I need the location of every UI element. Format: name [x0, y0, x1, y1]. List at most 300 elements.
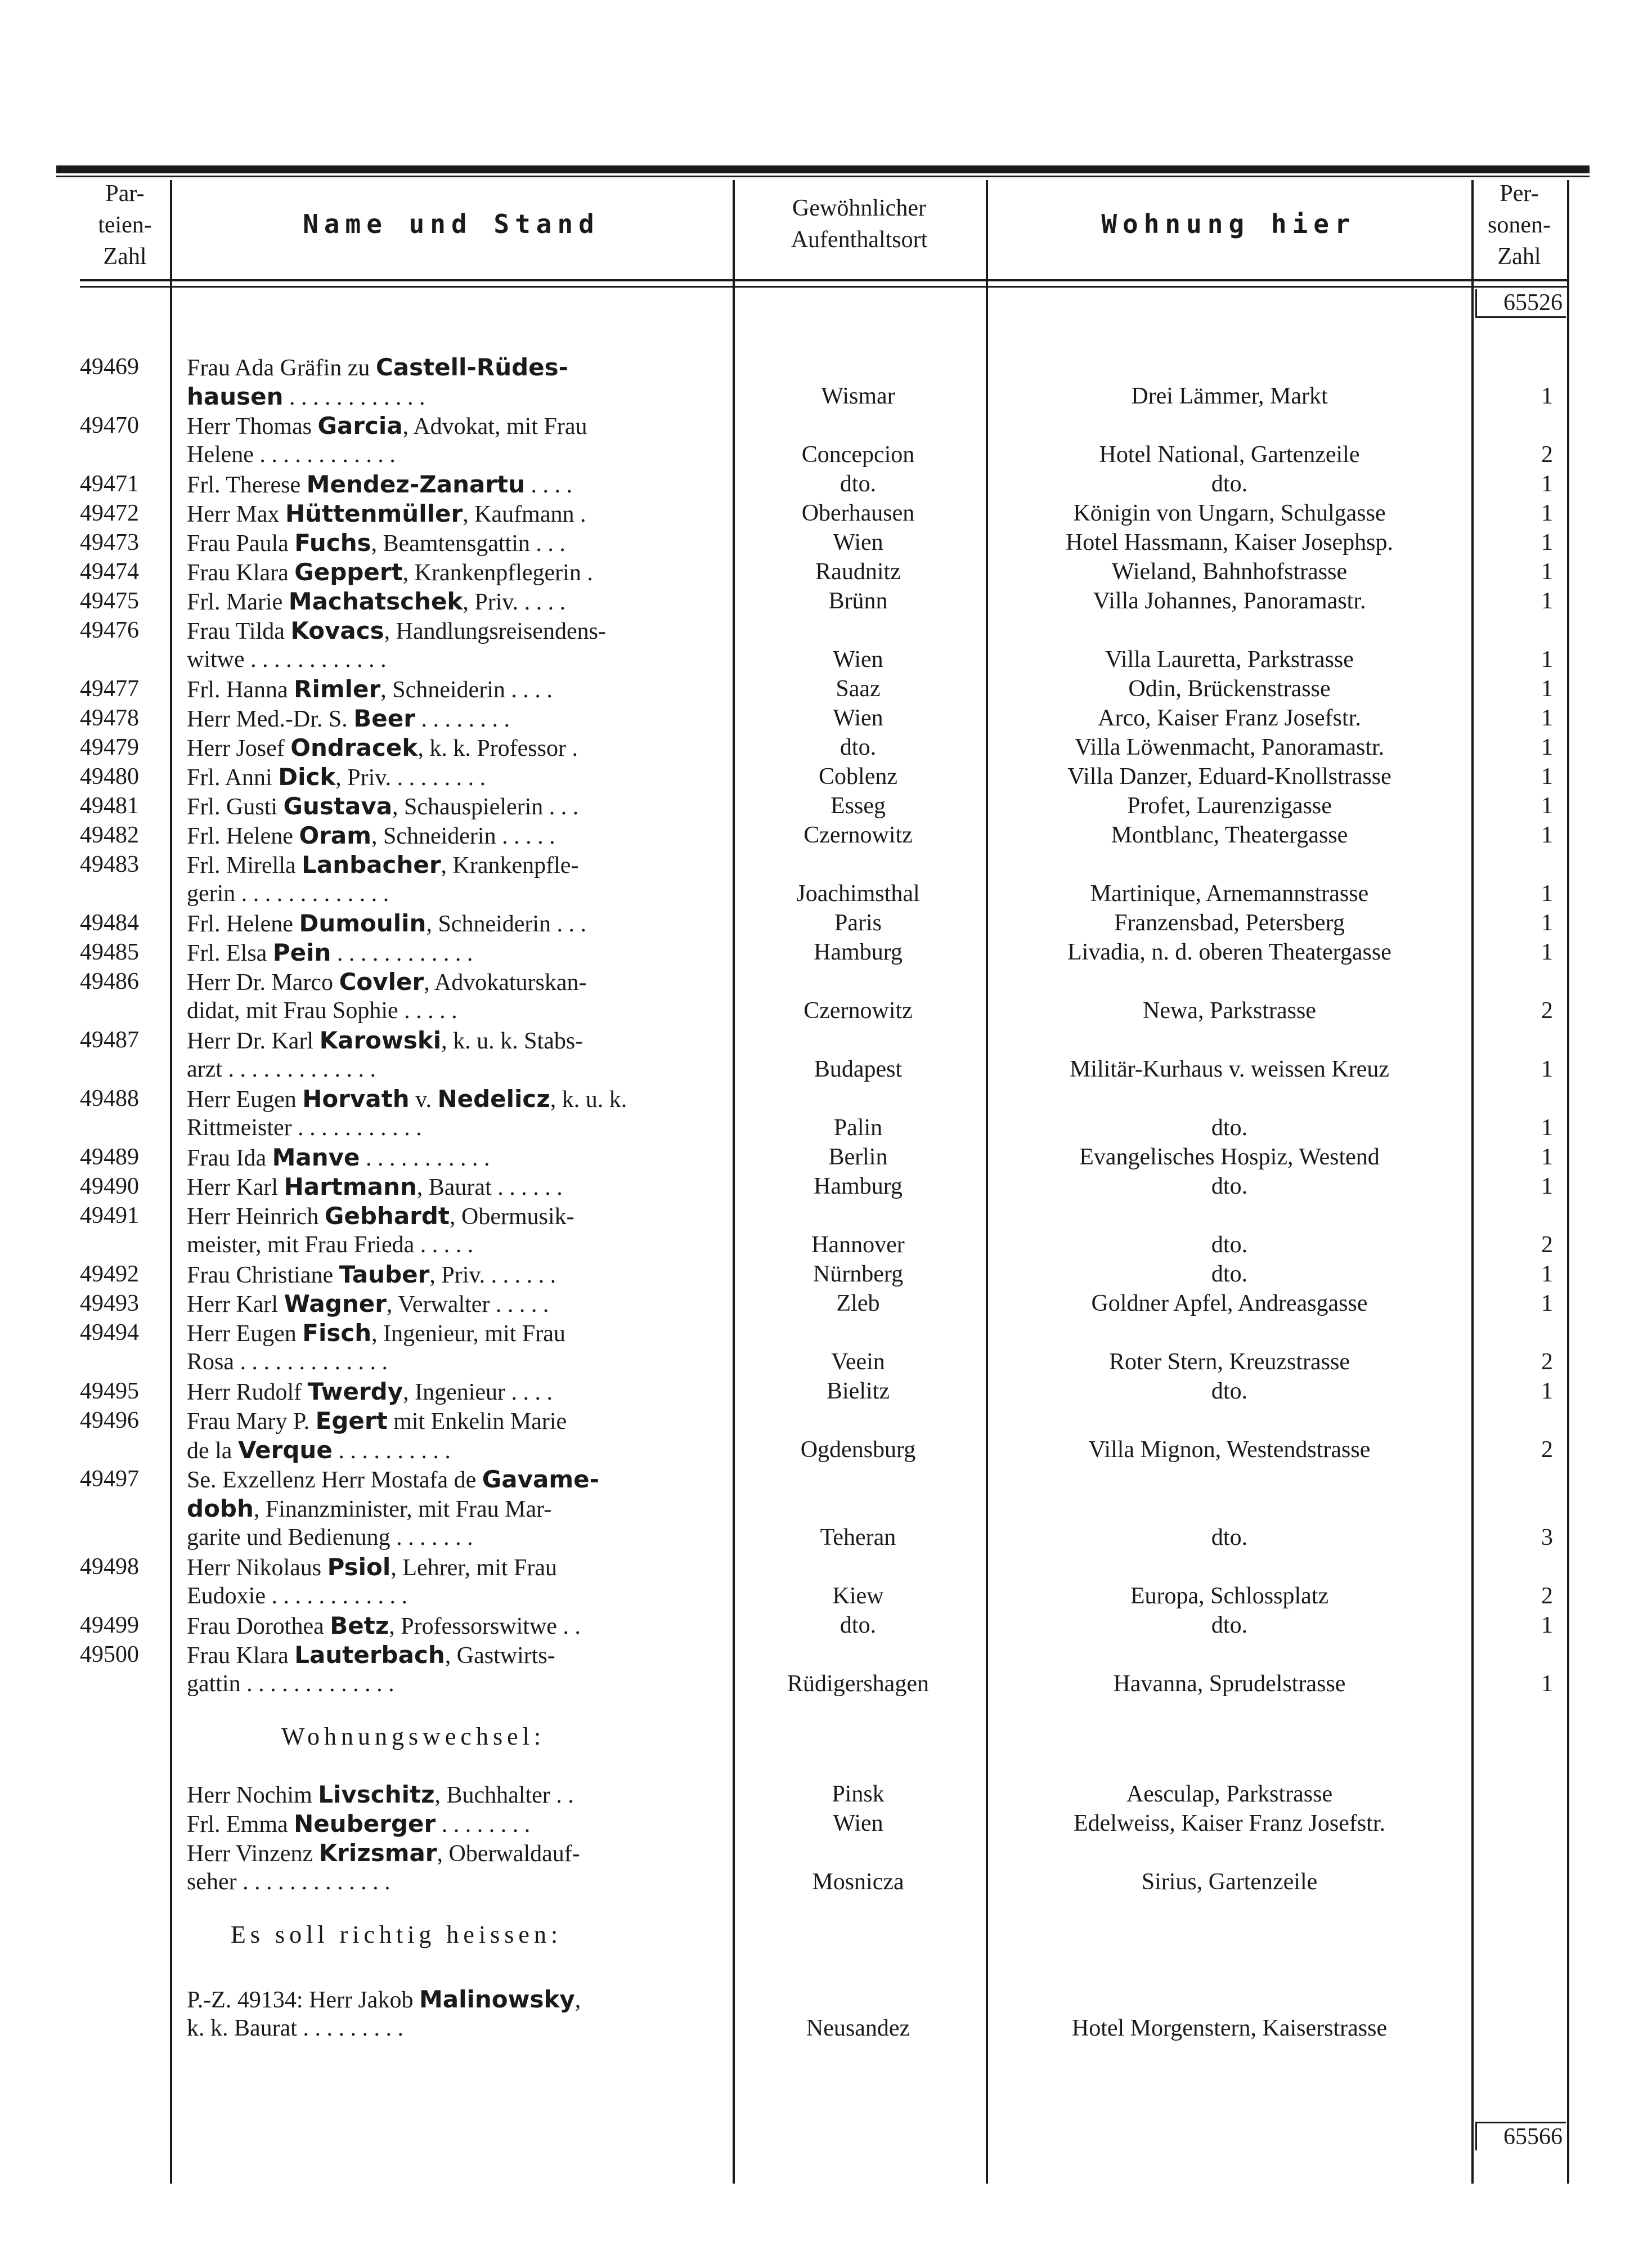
name-text: Frau Dorothea — [187, 1613, 330, 1639]
name-text: Eudoxie . . . . . . . . . . . . — [187, 1583, 407, 1609]
surname: Livschitz — [318, 1781, 435, 1808]
wohnung: dto. — [1211, 1232, 1248, 1258]
aufenthaltsort: Nürnberg — [812, 1261, 904, 1287]
personen-zahl: 1 — [1541, 530, 1553, 555]
personen-zahl: 1 — [1541, 734, 1553, 760]
name-line — [187, 353, 568, 382]
surname: Ondracek — [290, 734, 418, 761]
name-text: , k. u. k. — [550, 1087, 627, 1113]
name-line — [187, 1465, 599, 1494]
surname: Mendez-Zanartu — [306, 470, 526, 498]
surname: Covler — [339, 968, 424, 996]
parteien-zahl: 49471 — [80, 471, 139, 497]
name-text: , Krankenpfle- — [441, 853, 579, 879]
name-text: . . . . . . . . — [436, 1812, 531, 1837]
surname: Castell-Rüdes- — [375, 353, 569, 381]
parteien-zahl: 49499 — [80, 1612, 139, 1638]
aufenthaltsort: Concepcion — [801, 442, 915, 468]
name-text: k. k. Baurat . . . . . . . . . — [187, 2015, 403, 2041]
name-text: Frau Paula — [187, 531, 295, 557]
wohnung: Hotel National, Gartenzeile — [1099, 442, 1360, 468]
wohnung: Europa, Schlossplatz — [1130, 1583, 1329, 1609]
wohnung: dto. — [1211, 1115, 1248, 1141]
name-text: , Finanzminister, mit Frau Mar- — [253, 1496, 552, 1522]
wohnung: Odin, Brückenstrasse — [1128, 676, 1331, 702]
wohnung: Goldner Apfel, Andreasgasse — [1091, 1290, 1368, 1316]
aufenthaltsort: Czernowitz — [803, 998, 913, 1024]
name-text: Herr Eugen — [187, 1321, 303, 1347]
name-text: Herr Dr. Karl — [187, 1028, 320, 1054]
surname: Beer — [353, 705, 415, 732]
personen-zahl: 1 — [1541, 1378, 1553, 1404]
aufenthaltsort: Wien — [833, 1810, 883, 1836]
parteien-zahl: 49492 — [80, 1261, 139, 1287]
parteien-zahl: 49485 — [80, 939, 139, 965]
personen-zahl: 3 — [1541, 1525, 1553, 1550]
wohnung: Livadia, n. d. oberen Theatergasse — [1067, 939, 1391, 965]
name-line — [187, 1407, 567, 1435]
wohnung: dto. — [1211, 1612, 1248, 1638]
parteien-zahl: 49487 — [80, 1027, 139, 1053]
wohnung: Villa Löwenmacht, Panoramastr. — [1074, 734, 1385, 760]
parteien-zahl: 49479 — [80, 734, 139, 760]
surname: Dumoulin — [299, 909, 427, 937]
parteien-zahl: 49495 — [80, 1378, 139, 1404]
name-text: Frl. Emma — [187, 1812, 294, 1837]
name-text: , Handlungsreisendens- — [384, 618, 606, 644]
wohnung: Martinique, Arnemannstrasse — [1090, 881, 1369, 907]
name-line — [187, 1985, 581, 2014]
surname: Manve — [272, 1144, 360, 1171]
name-line — [187, 1319, 565, 1347]
aufenthaltsort: Kiew — [832, 1583, 884, 1609]
name-line — [187, 1810, 530, 1838]
personen-zahl: 2 — [1541, 998, 1553, 1024]
name-text: , Priv. . . . . . . — [429, 1262, 556, 1288]
name-text: , Beamtensgattin . . . — [371, 531, 565, 557]
surname: Lanbacher — [302, 851, 441, 879]
name-text: , Baurat . . . . . . — [416, 1175, 563, 1200]
surname: Fisch — [302, 1319, 372, 1347]
name-line — [187, 383, 425, 411]
name-line — [187, 1641, 555, 1669]
parteien-zahl: 49470 — [80, 413, 139, 438]
surname: Fuchs — [294, 529, 371, 557]
aufenthaltsort: Coblenz — [819, 764, 897, 790]
top-thin-rule — [56, 176, 1590, 177]
parteien-zahl: 49481 — [80, 793, 139, 819]
name-text: Herr Dr. Marco — [187, 970, 339, 996]
parteien-zahl: 49490 — [80, 1173, 139, 1199]
parteien-zahl: 49483 — [80, 851, 139, 877]
name-text: . . . . . . . . . . . . — [331, 940, 473, 966]
name-line — [187, 734, 578, 762]
personen-zahl: 2 — [1541, 1583, 1553, 1609]
name-line — [187, 1839, 580, 1867]
aufenthaltsort: Czernowitz — [803, 822, 913, 848]
name-text: , Advokaturskan- — [424, 970, 587, 996]
parteien-zahl: 49489 — [80, 1144, 139, 1170]
personen-zahl: 1 — [1541, 676, 1553, 702]
name-text: , Schauspielerin . . . — [392, 794, 579, 820]
name-text: mit Enkelin Marie — [387, 1409, 567, 1435]
name-line — [187, 1261, 556, 1289]
name-line — [187, 822, 555, 850]
wohnung: Profet, Laurenzigasse — [1127, 793, 1332, 819]
name-line — [187, 1114, 422, 1141]
name-text: Frau Ada Gräfin zu — [187, 355, 376, 381]
aufenthaltsort: Neusandez — [806, 2015, 910, 2041]
aufenthaltsort: dto. — [840, 734, 877, 760]
name-line — [187, 1524, 473, 1551]
name-line — [187, 1670, 394, 1697]
name-line — [187, 1231, 473, 1258]
wohnung: Arco, Kaiser Franz Josefstr. — [1098, 705, 1361, 731]
name-text: , Priv. . . . . — [463, 589, 566, 615]
aufenthaltsort: Oberhausen — [801, 500, 915, 526]
wohnung: Sirius, Gartenzeile — [1141, 1869, 1318, 1895]
surname: Krizsmar — [318, 1839, 437, 1867]
name-line — [187, 939, 473, 967]
name-text: , Ingenieur . . . . — [403, 1379, 553, 1405]
aufenthaltsort: Rüdigershagen — [787, 1671, 929, 1697]
personen-zahl: 1 — [1541, 647, 1553, 673]
personen-zahl: 1 — [1541, 881, 1553, 907]
name-line — [187, 997, 457, 1024]
aufenthaltsort: Wismar — [821, 383, 895, 409]
aufenthaltsort: Veein — [831, 1349, 885, 1375]
parteien-zahl: 49488 — [80, 1086, 139, 1111]
name-text: Frl. Helene — [187, 823, 299, 849]
surname: Gustava — [283, 792, 393, 820]
name-line — [187, 763, 486, 791]
surname: Wagner — [284, 1290, 387, 1317]
parteien-zahl: 49476 — [80, 617, 139, 643]
name-line — [187, 1781, 574, 1809]
name-text: Frau Ida — [187, 1145, 272, 1171]
name-text: , Lehrer, mit Frau — [390, 1555, 558, 1581]
aufenthaltsort: Bielitz — [827, 1378, 890, 1404]
section-title-correction: Es soll richtig heissen: — [231, 1921, 563, 1948]
personen-zahl: 2 — [1541, 1232, 1553, 1258]
name-text: , k. k. Professor . — [418, 736, 578, 761]
wohnung: Newa, Parkstrasse — [1143, 998, 1316, 1024]
name-line — [187, 880, 389, 907]
name-line — [187, 1868, 390, 1895]
name-line — [187, 588, 565, 616]
aufenthaltsort: Mosnicza — [812, 1869, 904, 1895]
name-text: Herr Max — [187, 501, 285, 527]
header-bottom-rule — [80, 279, 1567, 281]
section-title-wohnungswechsel: Wohnungswechsel: — [281, 1723, 546, 1750]
name-text: , Schneiderin . . . — [426, 911, 587, 937]
name-text: Herr Heinrich — [187, 1204, 325, 1230]
parteien-zahl: 49473 — [80, 530, 139, 555]
name-text: Frl. Gusti — [187, 794, 284, 820]
surname: Geppert — [294, 558, 403, 586]
wohnung: dto. — [1211, 1525, 1248, 1550]
name-line — [187, 792, 578, 821]
name-line — [187, 617, 606, 645]
wohnung: Wieland, Bahnhofstrasse — [1111, 559, 1348, 585]
name-line — [187, 1027, 583, 1055]
wohnung: Militär-Kurhaus v. weissen Kreuz — [1070, 1056, 1389, 1082]
surname: Malinowsky — [419, 1985, 575, 2013]
personen-zahl: 1 — [1541, 1290, 1553, 1316]
name-text: gerin . . . . . . . . . . . . . — [187, 881, 389, 907]
name-text: , Buchhalter . . — [434, 1782, 574, 1808]
personen-zahl: 1 — [1541, 1144, 1553, 1170]
surname: Oram — [299, 822, 371, 849]
name-line — [187, 968, 587, 996]
surname: Neuberger — [294, 1810, 436, 1837]
name-text: , Advokat, mit Frau — [402, 414, 587, 440]
wohnung: Evangelisches Hospiz, Westend — [1079, 1144, 1380, 1170]
carry-in-total: 65526 — [1475, 289, 1566, 318]
parteien-zahl: 49478 — [80, 705, 139, 731]
name-line — [187, 851, 578, 879]
parteien-zahl: 49497 — [80, 1466, 139, 1492]
header-wohnung-hier: Wohnung hier — [1101, 209, 1356, 239]
surname: dobh — [187, 1495, 254, 1522]
aufenthaltsort: Hamburg — [814, 1173, 903, 1199]
name-line — [187, 441, 396, 468]
header-partei-zahl: Par- teien- Zahl — [98, 181, 152, 270]
aufenthaltsort: dto. — [840, 1612, 877, 1638]
name-line — [187, 1290, 549, 1318]
wohnung: Villa Lauretta, Parkstrasse — [1105, 647, 1354, 673]
wohnung: Edelweiss, Kaiser Franz Josefstr. — [1073, 1810, 1386, 1836]
name-line — [187, 1202, 574, 1230]
surname: Rimler — [294, 675, 381, 703]
parteien-zahl: 49494 — [80, 1320, 139, 1346]
personen-zahl: 1 — [1541, 383, 1553, 409]
name-text: arzt . . . . . . . . . . . . . — [187, 1056, 376, 1082]
name-text: . . . . . . . . . . . . — [283, 384, 425, 410]
header-aufenthaltsort: Gewöhnlicher Aufenthaltsort — [791, 195, 928, 253]
personen-zahl: 1 — [1541, 559, 1553, 585]
personen-zahl: 1 — [1541, 910, 1553, 936]
parteien-zahl: 49484 — [80, 910, 139, 936]
name-text: Frl. Marie — [187, 589, 289, 615]
name-line — [187, 1056, 376, 1083]
name-text: gattin . . . . . . . . . . . . . — [187, 1671, 394, 1697]
personen-zahl: 1 — [1541, 1261, 1553, 1287]
aufenthaltsort: Ogdensburg — [800, 1437, 916, 1463]
name-text: , k. u. k. Stabs- — [441, 1028, 583, 1054]
aufenthaltsort: Hamburg — [814, 939, 903, 965]
name-text: , Ingenieur, mit Frau — [371, 1321, 565, 1347]
aufenthaltsort: Wien — [833, 705, 883, 731]
carry-out-total: 65566 — [1475, 2122, 1566, 2150]
name-text: didat, mit Frau Sophie . . . . . — [187, 998, 457, 1024]
name-text: Herr Thomas — [187, 414, 318, 440]
name-text: , — [574, 1987, 581, 2013]
column-divider-1 — [170, 180, 172, 2184]
personen-zahl: 1 — [1541, 588, 1553, 614]
name-line — [187, 1583, 407, 1610]
name-text: , Verwalter . . . . . — [386, 1292, 549, 1317]
surname: Egert — [315, 1407, 388, 1435]
personen-zahl: 1 — [1541, 793, 1553, 819]
name-text: meister, mit Frau Frieda . . . . . — [187, 1232, 474, 1258]
name-line — [187, 1085, 627, 1113]
wohnung: dto. — [1211, 471, 1248, 497]
wohnung: dto. — [1211, 1173, 1248, 1199]
name-text: Frau Klara — [187, 1643, 295, 1669]
aufenthaltsort: Teheran — [820, 1525, 896, 1550]
personen-zahl: 1 — [1541, 500, 1553, 526]
wohnung: dto. — [1211, 1378, 1248, 1404]
aufenthaltsort: Hannover — [811, 1232, 905, 1258]
name-text: Frl. Therese — [187, 472, 307, 498]
aufenthaltsort: Berlin — [828, 1144, 888, 1170]
wohnung: Franzensbad, Petersberg — [1114, 910, 1345, 936]
name-text: Frl. Mirella — [187, 853, 302, 879]
aufenthaltsort: Raudnitz — [815, 559, 901, 585]
surname: Psiol — [327, 1553, 391, 1581]
name-line — [187, 470, 572, 499]
parteien-zahl: 49491 — [80, 1203, 139, 1229]
header-personen-zahl: Per- sonen- Zahl — [1488, 181, 1551, 270]
aufenthaltsort: Saaz — [836, 676, 881, 702]
name-text: Herr Eugen — [187, 1087, 303, 1113]
surname: Kovacs — [290, 617, 384, 644]
name-line — [187, 1378, 553, 1406]
personen-zahl: 1 — [1541, 1173, 1553, 1199]
name-line — [187, 1348, 388, 1375]
aufenthaltsort: Paris — [834, 910, 882, 936]
name-text: Frau Tilda — [187, 618, 291, 644]
top-heavy-rule — [56, 165, 1590, 173]
aufenthaltsort: Pinsk — [832, 1781, 885, 1807]
name-text: . . . . . . . . — [415, 706, 510, 732]
name-text: Herr Nochim — [187, 1782, 318, 1808]
name-text: , Schneiderin . . . . . — [371, 823, 555, 849]
personen-zahl: 1 — [1541, 939, 1553, 965]
personen-zahl: 2 — [1541, 1437, 1553, 1463]
wohnung: Königin von Ungarn, Schulgasse — [1073, 500, 1386, 526]
personen-zahl: 1 — [1541, 1612, 1553, 1638]
parteien-zahl: 49475 — [80, 588, 139, 614]
wohnung: Montblanc, Theatergasse — [1111, 822, 1348, 848]
name-text: Herr Rudolf — [187, 1379, 308, 1405]
name-text: de la — [187, 1438, 238, 1464]
surname: Nedelicz — [437, 1085, 550, 1113]
parteien-zahl: 49480 — [80, 764, 139, 790]
name-text: , Priv. . . . . . . . . — [335, 765, 486, 791]
parteien-zahl: 49477 — [80, 676, 139, 702]
name-line — [187, 558, 593, 586]
parteien-zahl: 49469 — [80, 354, 139, 380]
personen-zahl: 1 — [1541, 822, 1553, 848]
name-text: Helene . . . . . . . . . . . . — [187, 442, 396, 468]
personen-zahl: 1 — [1541, 471, 1553, 497]
parteien-zahl: 49474 — [80, 559, 139, 585]
wohnung: Hotel Hassmann, Kaiser Josephsp. — [1065, 530, 1394, 555]
surname: Betz — [330, 1612, 389, 1639]
surname: Horvath — [302, 1085, 410, 1113]
surname: Machatschek — [288, 588, 463, 615]
aufenthaltsort: Wien — [833, 530, 883, 555]
wohnung: dto. — [1211, 1261, 1248, 1287]
header-double-rule — [80, 286, 1567, 288]
name-text: seher . . . . . . . . . . . . . — [187, 1869, 390, 1895]
wohnung: Villa Danzer, Eduard-Knollstrasse — [1067, 764, 1391, 790]
name-text: witwe . . . . . . . . . . . . — [187, 647, 387, 673]
surname: Twerdy — [307, 1378, 403, 1405]
parteien-zahl: 49498 — [80, 1554, 139, 1580]
name-text: Herr Karl — [187, 1292, 284, 1317]
wohnung: Villa Johannes, Panoramastr. — [1093, 588, 1366, 614]
surname: Garcia — [317, 412, 403, 440]
name-line — [187, 1553, 557, 1581]
aufenthaltsort: Brünn — [828, 588, 888, 614]
name-text: , Oberwaldauf- — [437, 1841, 580, 1867]
name-text: , Krankenpflegerin . — [402, 560, 593, 586]
personen-zahl: 1 — [1541, 764, 1553, 790]
personen-zahl: 2 — [1541, 1349, 1553, 1375]
name-text: Herr Josef — [187, 736, 291, 761]
aufenthaltsort: Esseg — [831, 793, 886, 819]
name-line — [187, 1495, 551, 1523]
name-text: , Professorswitwe . . — [389, 1613, 581, 1639]
personen-zahl: 1 — [1541, 1056, 1553, 1082]
name-text: . . . . . . . . . . . — [360, 1145, 490, 1171]
name-text: Frl. Helene — [187, 911, 299, 937]
name-line — [187, 2015, 403, 2042]
parteien-zahl: 49493 — [80, 1290, 139, 1316]
surname: Karowski — [319, 1027, 442, 1054]
parteien-zahl: 49486 — [80, 969, 139, 994]
name-text: , Gastwirts- — [445, 1643, 555, 1669]
wohnung: Villa Mignon, Westendstrasse — [1088, 1437, 1371, 1463]
name-line — [187, 412, 587, 440]
name-text: Herr Vinzenz — [187, 1841, 319, 1867]
name-text: Frl. Hanna — [187, 677, 294, 703]
name-text: Rosa . . . . . . . . . . . . . — [187, 1349, 388, 1375]
aufenthaltsort: Palin — [833, 1115, 883, 1141]
wohnung: Roter Stern, Kreuzstrasse — [1108, 1349, 1350, 1375]
name-line — [187, 1173, 563, 1201]
name-text: P.-Z. 49134: Herr Jakob — [187, 1987, 419, 2013]
surname: Dick — [278, 763, 336, 791]
parteien-zahl: 49496 — [80, 1408, 139, 1433]
name-text: . . . . . . . . . . — [332, 1438, 451, 1464]
aufenthaltsort: Zleb — [836, 1290, 880, 1316]
name-text: Frl. Elsa — [187, 940, 273, 966]
name-text: , Schneiderin . . . . — [380, 677, 553, 703]
name-text: Herr Karl — [187, 1175, 284, 1200]
name-line — [187, 500, 586, 528]
parteien-zahl: 49500 — [80, 1642, 139, 1668]
name-line — [187, 705, 510, 733]
personen-zahl: 1 — [1541, 705, 1553, 731]
name-text: Herr Nikolaus — [187, 1555, 327, 1581]
name-line — [187, 675, 553, 703]
name-text: . . . . — [525, 472, 573, 498]
name-text: Frau Mary P. — [187, 1409, 316, 1435]
name-text: Frau Klara — [187, 560, 295, 586]
wohnung: Aesculap, Parkstrasse — [1126, 1781, 1333, 1807]
surname: Verque — [237, 1436, 333, 1464]
name-text: v. — [409, 1087, 438, 1113]
aufenthaltsort: Wien — [833, 647, 883, 673]
surname: Gebhardt — [324, 1202, 450, 1230]
parteien-zahl: 49482 — [80, 822, 139, 848]
name-text: Rittmeister . . . . . . . . . . . — [187, 1115, 422, 1141]
wohnung: Havanna, Sprudelstrasse — [1113, 1671, 1346, 1697]
